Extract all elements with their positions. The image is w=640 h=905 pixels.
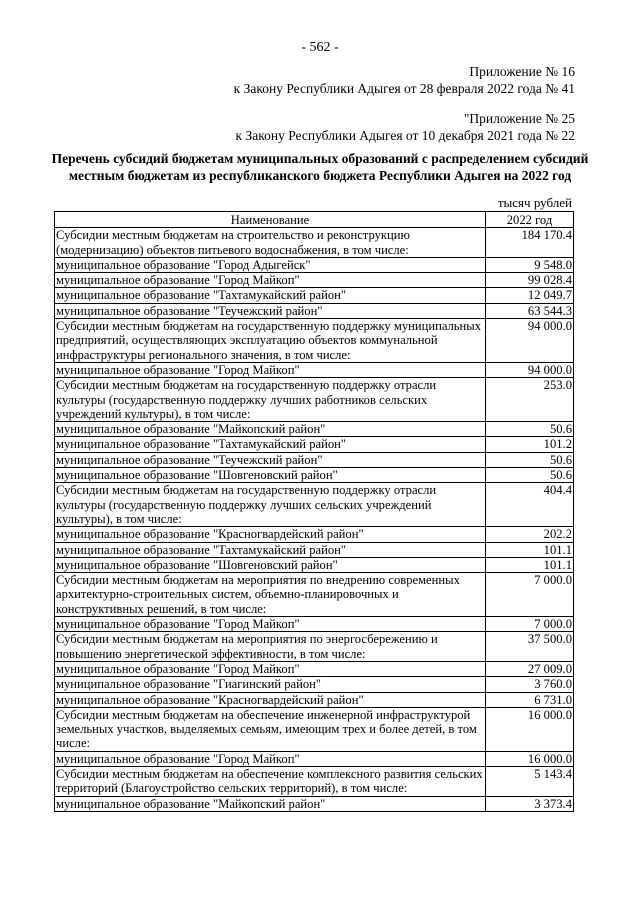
table-row [55,257,574,272]
row-value: 184 170.4 [486,228,574,258]
table-row [55,303,574,318]
row-name: муниципальное образование "Шовгеновский район" [55,557,486,572]
row-value: 202.2 [486,527,574,542]
row-name: Субсидии местным бюджетам на государственную поддержку отрасли культуры (государственную поддержку лучших работников сельских учреждений культуры), в том числе: [55,378,486,422]
row-name: муниципальное образование "Тахтамукайский район" [55,288,486,303]
row-value: 101.1 [486,542,574,557]
title-line-1: Перечень субсидий бюджетам муниципальных образований с распределением субсидий [51,151,589,166]
table-row [55,378,574,422]
table-row [55,273,574,288]
row-value: 94 000.0 [486,319,574,363]
row-name: муниципальное образование "Город Адыгейск" [55,257,486,272]
table-row [55,527,574,542]
table-row [55,542,574,557]
row-value: 3 373.4 [486,796,574,811]
row-value: 404.4 [486,483,574,527]
table-row [55,751,574,766]
header-name: Наименование [55,212,486,228]
table-header-row [55,212,574,228]
table-row [55,228,574,258]
appendix-current-number: Приложение № 16 [469,64,575,79]
row-name: муниципальное образование "Шовгеновский район" [55,468,486,483]
row-name: Субсидии местным бюджетам на мероприятия по энергосбережению и повышению энергетической эффективности, в том числе: [55,632,486,662]
subsidies-table [54,211,574,812]
row-value: 50.6 [486,468,574,483]
title-line-2: местным бюджетам из республиканского бюджета Республики Адыгея на 2022 год [68,168,572,183]
table-row [55,661,574,676]
row-value: 12 049.7 [486,288,574,303]
row-name: Субсидии местным бюджетам на обеспечение инженерной инфраструктурой земельных участков, выделяемых семьям, имеющим трех и более детей, в том числе: [55,707,486,751]
row-value: 94 000.0 [486,362,574,377]
table-row [55,692,574,707]
row-name: муниципальное образование "Город Майкоп" [55,617,486,632]
table-row [55,677,574,692]
appendix-current [234,63,575,97]
table-row [55,573,574,617]
row-value: 16 000.0 [486,751,574,766]
table-row [55,437,574,452]
row-value: 6 731.0 [486,692,574,707]
row-value: 99 028.4 [486,273,574,288]
row-name: муниципальное образование "Город Майкоп" [55,273,486,288]
appendix-original-law: к Закону Республики Адыгея от 10 декабря 2021 года № 22 [235,128,575,143]
header-year: 2022 год [486,212,574,228]
table-row [55,766,574,796]
table-row [55,319,574,363]
row-value: 9 548.0 [486,257,574,272]
row-name: муниципальное образование "Теучежский район" [55,452,486,467]
table-row [55,452,574,467]
page-number: - 562 - [301,40,339,55]
row-value: 7 000.0 [486,573,574,617]
row-value: 16 000.0 [486,707,574,751]
row-value: 5 143.4 [486,766,574,796]
row-name: муниципальное образование "Красногвардейский район" [55,527,486,542]
table-row [55,617,574,632]
row-name: муниципальное образование "Красногвардейский район" [55,692,486,707]
row-value: 50.6 [486,422,574,437]
row-name: муниципальное образование "Город Майкоп" [55,362,486,377]
units-label: тысяч рублей [497,195,572,210]
row-name: Субсидии местным бюджетам на строительство и реконструкцию (модернизацию) объектов питьевого водоснабжения, в том числе: [55,228,486,258]
row-name: муниципальное образование "Майкопский район" [55,796,486,811]
table-row [55,796,574,811]
table-row [55,557,574,572]
row-name: Субсидии местным бюджетам на мероприятия по внедрению современных архитектурно-строительных систем, объемно-планировочных и конструктивных решений, в том числе: [55,573,486,617]
row-value: 253.0 [486,378,574,422]
table-row [55,468,574,483]
row-name: муниципальное образование "Тахтамукайский район" [55,437,486,452]
table-row [55,483,574,527]
row-value: 101.1 [486,557,574,572]
row-name: Субсидии местным бюджетам на обеспечение комплексного развития сельских территорий (Благоустройство сельских территорий), в том числе: [55,766,486,796]
row-name: муниципальное образование "Город Майкоп" [55,661,486,676]
row-name: Субсидии местным бюджетам на государственную поддержку отрасли культуры (государственную поддержку лучших сельских учреждений культуры), в том числе: [55,483,486,527]
table-row [55,707,574,751]
row-name: муниципальное образование "Теучежский район" [55,303,486,318]
table-row [55,288,574,303]
row-name: муниципальное образование "Майкопский район" [55,422,486,437]
table-row [55,632,574,662]
row-name: муниципальное образование "Тахтамукайский район" [55,542,486,557]
row-value: 37 500.0 [486,632,574,662]
row-value: 63 544.3 [486,303,574,318]
table-row [55,362,574,377]
row-value: 50.6 [486,452,574,467]
row-name: Субсидии местным бюджетам на государственную поддержку муниципальных предприятий, осуществляющих эксплуатацию объектов коммунальной инфраструктуры регионального значения, в том числе: [55,319,486,363]
row-value: 3 760.0 [486,677,574,692]
row-name: муниципальное образование "Гиагинский район" [55,677,486,692]
document-title [40,150,600,184]
appendix-original [236,110,575,144]
appendix-current-law: к Закону Республики Адыгея от 28 февраля 2022 года № 41 [233,81,575,96]
row-value: 27 009.0 [486,661,574,676]
table-row [55,422,574,437]
row-name: муниципальное образование "Город Майкоп" [55,751,486,766]
row-value: 7 000.0 [486,617,574,632]
row-value: 101.2 [486,437,574,452]
appendix-original-number: "Приложение № 25 [463,111,575,126]
